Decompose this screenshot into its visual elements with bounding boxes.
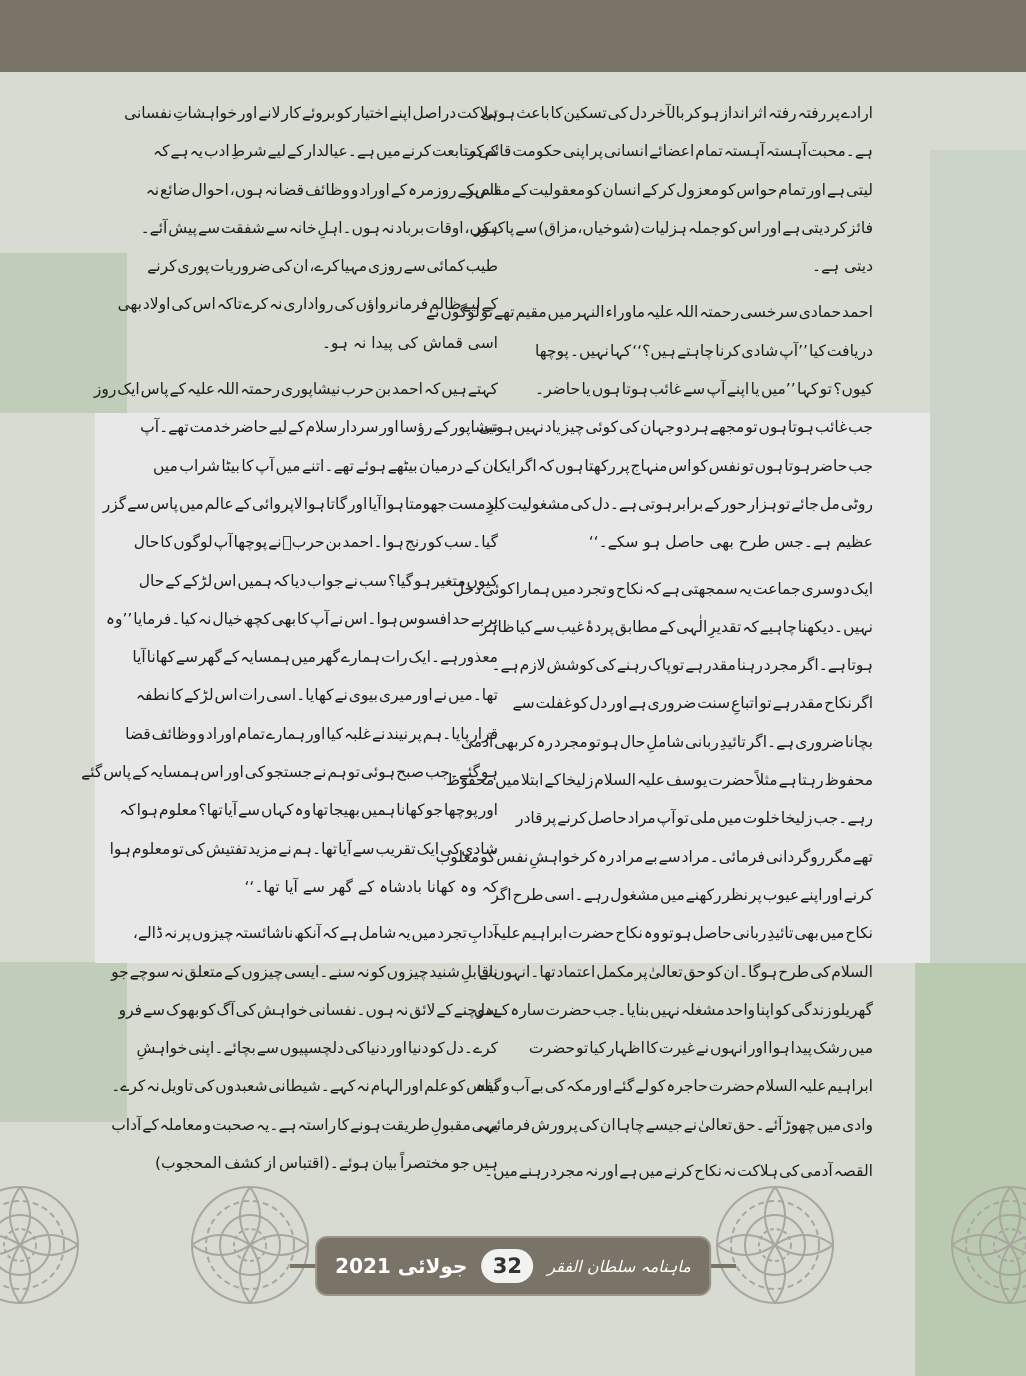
page-number: 32	[481, 1249, 533, 1283]
text-line: سوچنے کے لائق نہ ہوں۔نفسانی خواہش کی آگ کو بھوک سے فرو	[118, 1000, 498, 1019]
text-line: ہوتا ہے۔اگر مجرد رہنا مقدر ہے تو پاک رہنے کی کوشش لازم ہے۔	[491, 656, 873, 675]
text-line: شادی کی ایک تقریب سے آیا تھا۔ہم نے مزید تفتیش کی تو معلوم ہوا	[109, 839, 498, 858]
filigree-ornament-icon	[710, 1180, 840, 1310]
text-line: بدمست جھومتا ہوا آیا اور گاتا ہوا لاپروائی کے عالم میں پاس سے گزر	[102, 494, 498, 513]
text-line: کرنے اور اپنے عیوب پر نظر رکھنے میں مشغول رہے۔اسی طرح اگر	[491, 885, 873, 904]
text-line: جب حاضر ہوتا ہوں تو نفس کو اس منہاج پر رکھتا ہوں کہ اگر ایک	[493, 456, 873, 475]
text-line: ہوں، اوقات برباد نہ ہوں۔اہلِ خانہ سے شفقت سے پیش آئے۔	[140, 218, 498, 237]
decor-block	[915, 963, 1026, 1376]
text-line: ایک دوسری جماعت یہ سمجھتی ہے کہ نکاح و تجرد میں ہمارا کوئی دخل	[452, 579, 873, 598]
text-line: اسی قماش کی پیدا نہ ہو۔	[321, 333, 498, 352]
text-line: بچانا ضروری ہے۔اگر تائیدِ ربانی شاملِ حال ہو تو مجرد رہ کر بھی آدمی	[460, 732, 873, 751]
text-line: السلام کی طرح ہوگا۔ان کو حق تعالیٰ پر مکمل اعتماد تھا۔انہوں نے	[478, 962, 873, 981]
paragraph	[117, 96, 498, 364]
paragraph	[81, 372, 498, 908]
decor-block	[0, 962, 127, 1122]
text-line: ہے۔محبت آہستہ آہستہ تمام اعضائے انسانی پر اپنی حکومت قائم کر	[467, 142, 873, 161]
text-line: جب غائب ہوتا ہوں تو مجھے ہر دو جہان کی کوئی چیز یاد نہیں ہوتی۔	[469, 418, 873, 437]
text-line: کہ وہ کھانا بادشاہ کے گھر سے آیا تھا۔‘‘	[244, 877, 498, 896]
top-bar	[0, 0, 1026, 72]
filigree-ornament-icon	[185, 1180, 315, 1310]
left-text-column	[81, 96, 498, 1192]
filigree-ornament-icon	[945, 1180, 1026, 1310]
text-line: ہو گئے۔جب صبح ہوئی تو ہم نے جستجو کی اور اس ہمسایہ کے پاس گئے	[81, 763, 498, 782]
text-line: ارادے پر رفتہ رفتہ اثر انداز ہو کر بالآخر دل کی تسکین کا باعث ہوتی	[480, 104, 873, 122]
text-line: کی متابعت کرنے میں ہے۔عیالدار کے لیے شرطِ ادب یہ ہے کہ	[153, 142, 498, 161]
page-footer	[317, 1238, 709, 1294]
text-line: نیشاپور کے رؤسا اور سردار سلام کے لیے حاضر خدمت تھے۔آپ	[140, 418, 498, 437]
text-line: نکاح میں بھی تائیدِ ربانی حاصل ہو تو وہ نکاح حضرت ابراہیم علیہ	[492, 924, 873, 943]
decor-block	[930, 150, 1026, 963]
text-line: دریافت کیا ’’آپ شادی کرنا چاہتے ہیں؟‘‘ کہا نہیں۔ پوچھا	[535, 341, 873, 360]
text-line: ناقابلِ شنید چیزوں کو نہ سنے۔ایسی چیزوں کے متعلق نہ سوچے جو	[111, 962, 498, 981]
text-line: رہے۔جب زلیخا خلوت میں ملی تو آپ مراد حاصل کرنے پر قادر	[516, 809, 873, 828]
magazine-logo: ماہنامہ سلطان الفقر	[547, 1256, 691, 1276]
text-line: ہیں جو مختصراً بیان ہوئے۔(اقتباس از کشف المحجوب)	[155, 1154, 498, 1173]
text-line: معذور ہے۔ایک رات ہمارے گھر میں ہمسایہ کے گھر سے کھانا آیا	[132, 648, 498, 667]
text-line: کے لیے ظالم فرمانرواؤں کی رواداری نہ کرے تاکہ اس کی اولاد بھی	[117, 295, 498, 314]
text-line: میں رشک پیدا ہوا اور انہوں نے غیرت کا اظہار کیا تو حضرت	[528, 1039, 873, 1058]
filigree-ornament-icon	[0, 1180, 85, 1310]
text-line: فائز کر دیتی ہے اور اس کو جملہ ہزلیات (شوخیاں،مزاق) سے پاک کر	[474, 218, 873, 237]
text-line: کرے۔دل کو دنیا اور دنیا کی دلچسپیوں سے بچائے۔اپنی خواہشِ	[136, 1039, 498, 1058]
text-line: ان کے درمیان بیٹھے ہوئے تھے۔اتنے میں آپ کا بیٹا شراب میں	[153, 456, 498, 475]
text-line: یہی مقبولِ طریقت ہونے کا راستہ ہے۔یہ صحبت و معاملہ کے آداب	[111, 1115, 498, 1134]
text-line: روٹی مل جائے تو ہزار حور کے برابر ہوتی ہے۔دل کی مشغولیت کارِ	[486, 494, 873, 513]
text-line: پر بے حد افسوس ہوا۔اس نے آپ کا بھی کچھ خیال نہ کیا۔فرمایا ’’وہ	[105, 609, 498, 628]
text-line: ابراہیم علیہ السلام حضرت حاجرہ کو لے گئے اور مکہ کی بے آب و گیاہ	[475, 1077, 873, 1096]
text-line: محفوظ رہتا ہے مثلاً حضرت یوسف علیہ السلام زلیخا کے ابتلا میں محفوظ	[445, 771, 873, 790]
text-line: آدابِ تجرد میں یہ شامل ہے کہ آنکھ ناشائستہ چیزوں پر نہ ڈالے،	[132, 924, 498, 943]
paragraph	[111, 916, 498, 1184]
text-line: تھے مگر روگردانی فرمائی۔مراد سے بے مراد رہ کر خواہشِ نفس کو مغلوب	[435, 847, 873, 866]
text-line: لیتی ہے اور تمام حواس کو معزول کر کے انسان کو معقولیت کے مقام پر	[466, 180, 873, 199]
text-line: احمد حمادی سرخسی رحمتہ اللہ علیہ ماوراء النہر میں مقیم تھے تو لوگوں نے	[426, 303, 873, 322]
text-line: کہتے ہیں کہ احمد بن حرب نیشاپوری رحمتہ اللہ علیہ کے پاس ایک روز	[93, 380, 498, 399]
text-line: قرار پایا۔ہم پر نیند نے غلبہ کیا اور ہمارے تمام اوراد و وظائف قضا	[125, 724, 498, 743]
issue-date: جولائی 2021	[335, 1254, 468, 1278]
text-line: اگر نکاح مقدر ہے تو اتباعِ سنت ضروری ہے اور دل کو غفلت سے	[512, 694, 873, 713]
text-line: کیوں متغیر ہو گیا؟ سب نے جواب دیا کہ ہمیں اس لڑکے کے حال	[138, 571, 498, 590]
text-line: القصہ آدمی کی ہلاکت نہ نکاح کرنے میں ہے اور نہ مجرد رہنے میں۔	[484, 1162, 873, 1181]
text-line: عظیم ہے۔جس طرح بھی حاصل ہو سکے۔‘‘	[588, 533, 873, 552]
right-text-column	[426, 96, 873, 1200]
text-line: تھا۔میں نے اور میری بیوی نے کھایا۔اسی رات اس لڑکے کا نطفہ	[135, 686, 498, 705]
text-line: نہیں۔دیکھنا چاہیے کہ تقدیرِ الٰہی کے مطابق پردۂ غیب سے کیا ظاہر	[479, 617, 873, 636]
text-line: کیوں؟ تو کہا ’’میں یا اپنے آپ سے غائب ہوتا ہوں یا حاضر۔	[535, 380, 873, 399]
text-line: طیب کمائی سے روزی مہیا کرے، ان کی ضروریات پوری کرنے	[147, 257, 498, 276]
text-line: نفس کو علم اور الہام نہ کہے۔شیطانی شعبدوں کی تاویل نہ کرے۔	[111, 1077, 498, 1096]
paragraph	[466, 96, 873, 287]
text-line: وادی میں چھوڑ آئے۔حق تعالیٰ نے جیسے چاہا ان کی پرورش فرمائی۔	[474, 1115, 873, 1134]
text-line: ہلاکت دراصل اپنے اختیار کو بروئے کار لانے اور خواہشاتِ نفسانی	[124, 104, 498, 122]
text-line: گیا۔سب کو رنج ہوا۔احمد بن حربؒ نے پوچھا آپ لوگوں کا حال	[133, 533, 498, 552]
paragraph	[426, 295, 873, 563]
text-line: دیتی ہے۔	[812, 257, 873, 276]
text-line: گھریلو زندگی کو اپنا واحد مشغلہ نہیں بنایا۔جب حضرت سارہ کے دل	[473, 1000, 873, 1019]
paragraph	[435, 572, 873, 1146]
text-line: اور پوچھا جو کھانا ہمیں بھیجا تھا وہ کہاں سے آیا تھا؟ معلوم ہوا کہ	[119, 801, 498, 820]
text-line: اس کے روزمرہ کے اوراد و وظائف قضا نہ ہوں، احوال ضائع نہ	[145, 180, 498, 199]
